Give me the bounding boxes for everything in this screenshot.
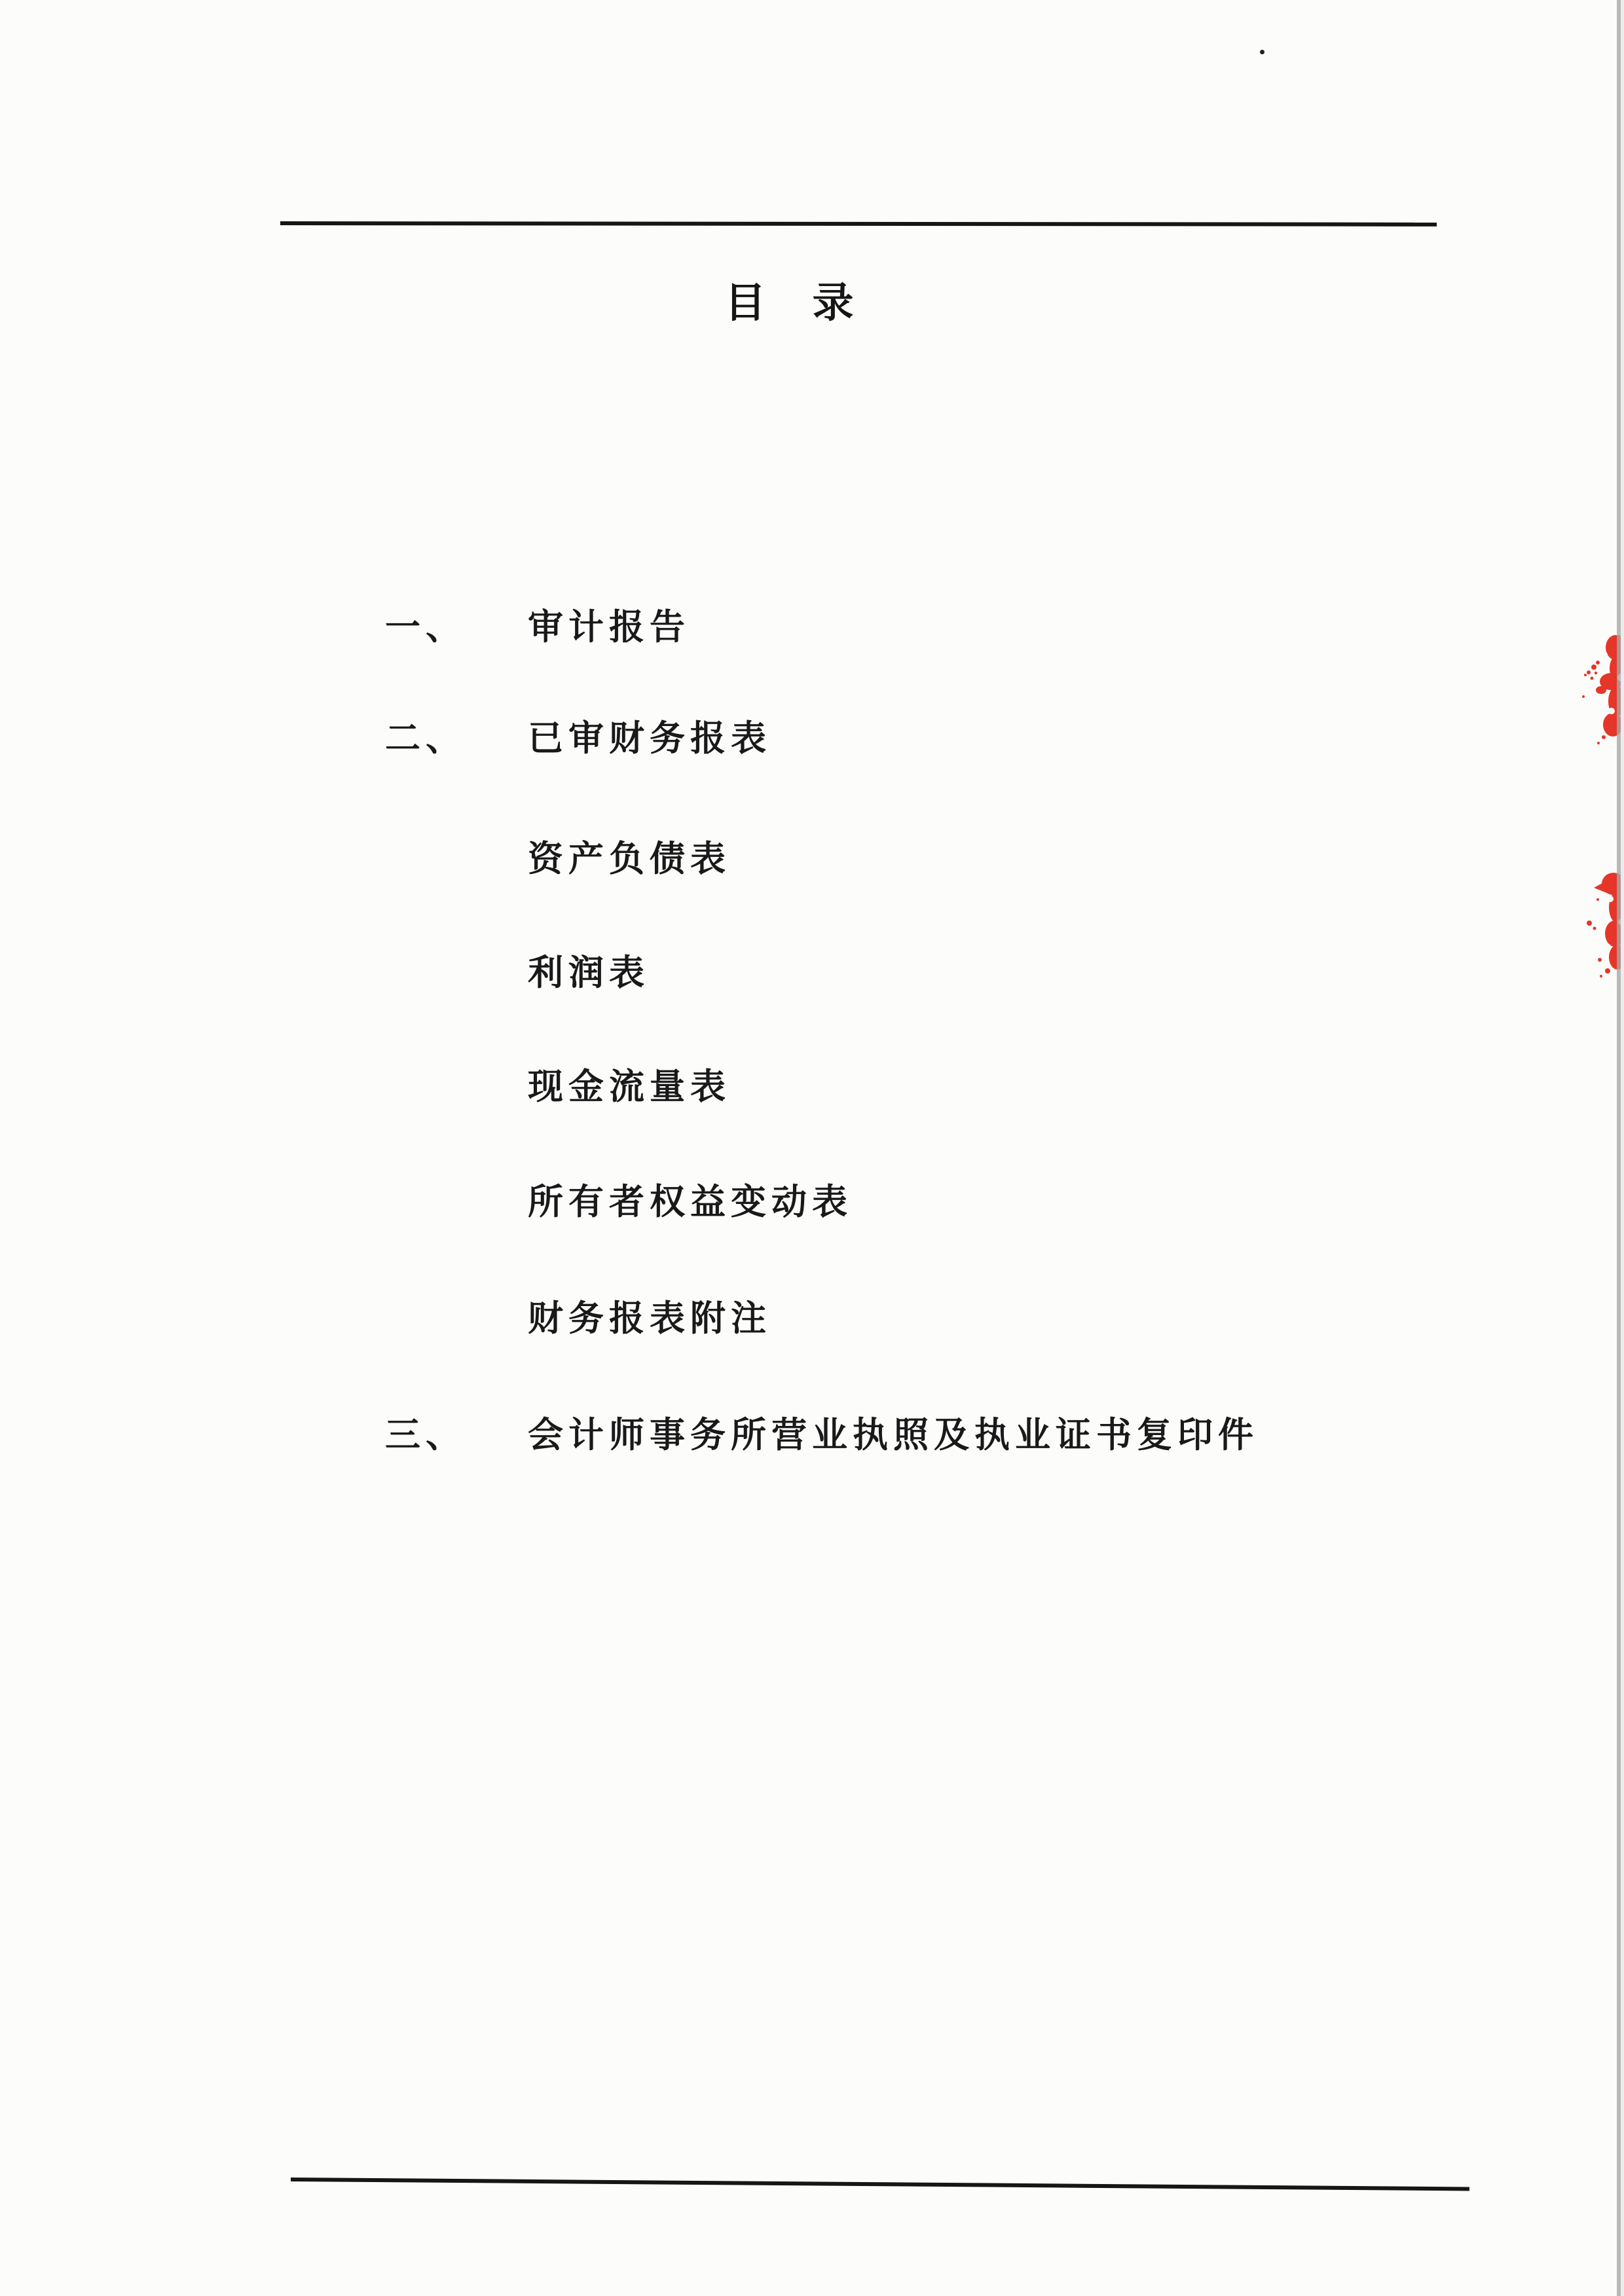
- toc-item-license-copies: [0, 1414, 1624, 1460]
- bottom-horizontal-rule: [291, 2178, 1469, 2191]
- toc-item-number: 一、: [385, 608, 466, 647]
- toc-item-label: 审计报告: [528, 608, 690, 647]
- toc-item-balance-sheet: [0, 838, 1624, 884]
- toc-item-cash-flow-statement: [0, 1066, 1624, 1112]
- toc-item-notes-to-statements: [0, 1298, 1624, 1343]
- toc-item-label: 财务报表附注: [528, 1299, 771, 1338]
- scan-speck-dot: [1260, 50, 1264, 54]
- toc-item-number: 二、: [385, 719, 466, 758]
- toc-item-label: 所有者权益变动表: [528, 1182, 853, 1222]
- toc-item-income-statement: [0, 952, 1624, 998]
- toc-item-label: 现金流量表: [528, 1067, 731, 1106]
- toc-item-label: 会计师事务所营业执照及执业证书复印件: [528, 1415, 1259, 1455]
- toc-item-label: 已审财务报表: [528, 719, 771, 758]
- toc-item-changes-in-equity: [0, 1181, 1624, 1227]
- toc-item-label: 利润表: [528, 953, 650, 993]
- top-horizontal-rule: [280, 221, 1437, 227]
- toc-item-audited-financial-statements: [0, 718, 1624, 763]
- toc-item-label: 资产负债表: [528, 839, 731, 879]
- page-title: 目 录: [724, 280, 857, 326]
- toc-item-number: 三、: [385, 1415, 466, 1455]
- toc-item-audit-report: [0, 606, 1624, 652]
- page-edge-highlight: [1621, 0, 1624, 2296]
